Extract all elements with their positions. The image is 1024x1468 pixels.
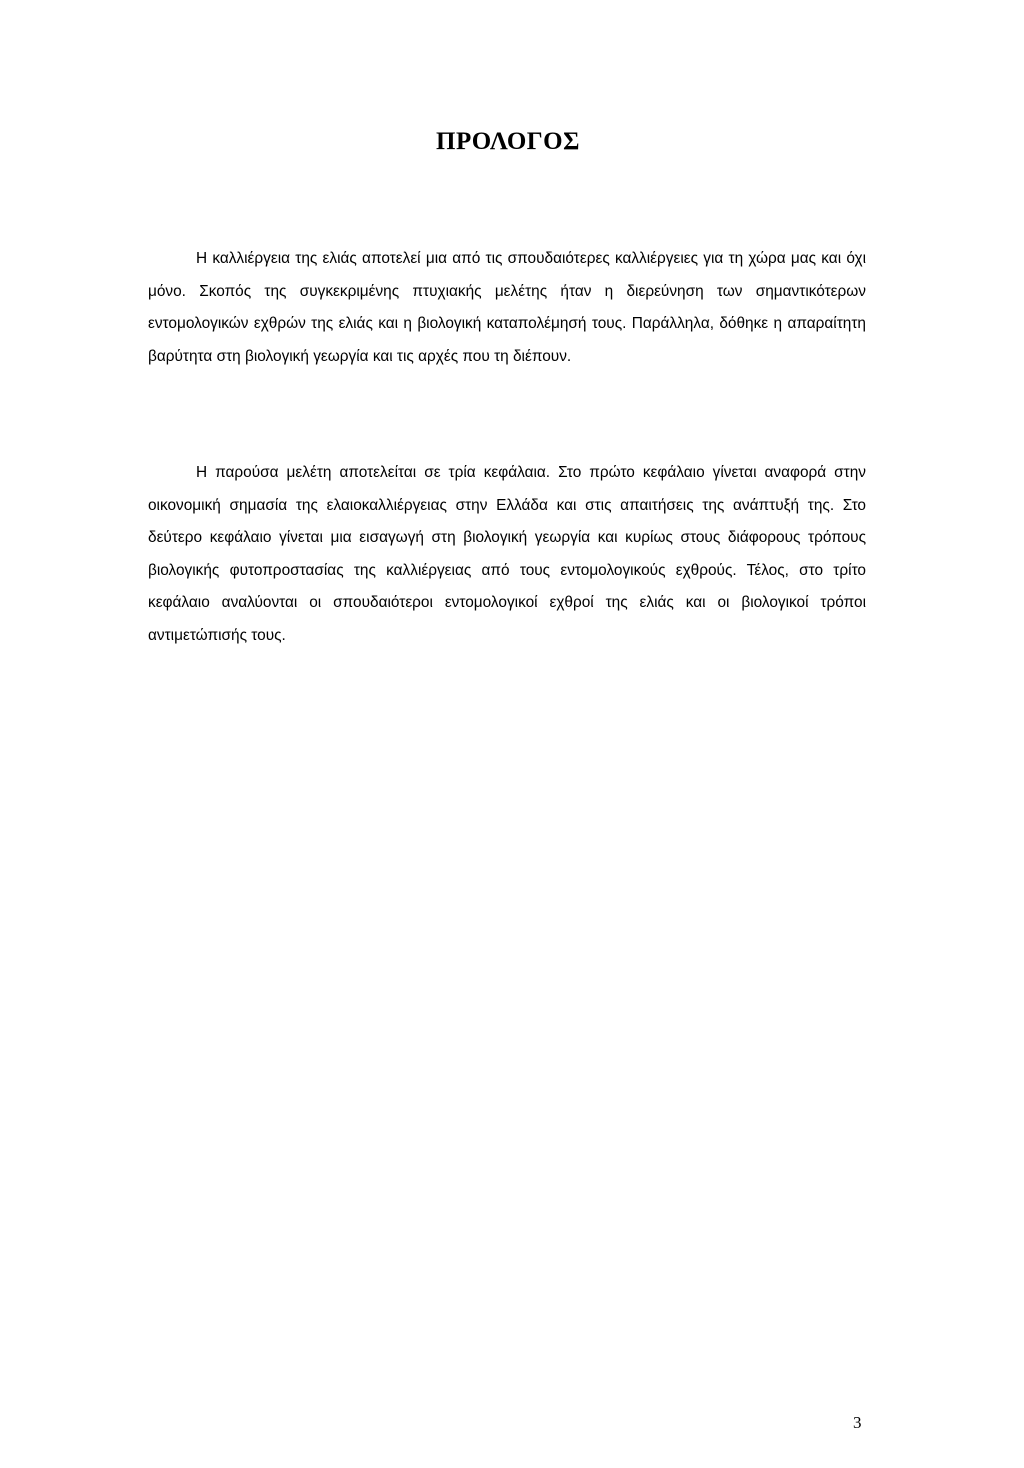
paragraph-intro: Η καλλιέργεια της ελιάς αποτελεί μια από τις σπουδαιότερες καλλιέργειες για τη χώρα μας και όχι μόνο. Σκοπός της συγκεκριμένης πτυχιακής μελέτης ήταν η διερεύνηση των σημαντικότερων εντομολογικών εχθρών της ελιάς και η βιολογική καταπολέμησή τους. Παράλληλα, δόθηκε η απαραίτητη βαρύτητα στη βιολογική γεωργία και τις αρχές που τη διέπουν. bbox=[148, 250, 866, 365]
paragraph-structure: Η παρούσα μελέτη αποτελείται σε τρία κεφάλαια. Στο πρώτο κεφάλαιο γίνεται αναφορά στην οικονομική σημασία της ελαιοκαλλιέργειας στην Ελλάδα και στις απαιτήσεις της ανάπτυξή της. Στο δεύτερο κεφάλαιο γίνεται μια εισαγωγή στη βιολογική γεωργία και κυρίως στους διάφορους τρόπους βιολογικής φυτοπροστασίας της καλλιέργειας από τους εντομολογικούς εχθρούς. Τέλος, στο τρίτο κεφάλαιο αναλύονται οι σπουδαιότεροι εντομολογικοί εχθροί της ελιάς και οι βιολογικοί τρόποι αντιμετώπισής τους. bbox=[148, 464, 866, 644]
page-title: ΠΡΟΛΟΓΟΣ bbox=[436, 128, 580, 155]
page-number: 3 bbox=[853, 1413, 862, 1432]
